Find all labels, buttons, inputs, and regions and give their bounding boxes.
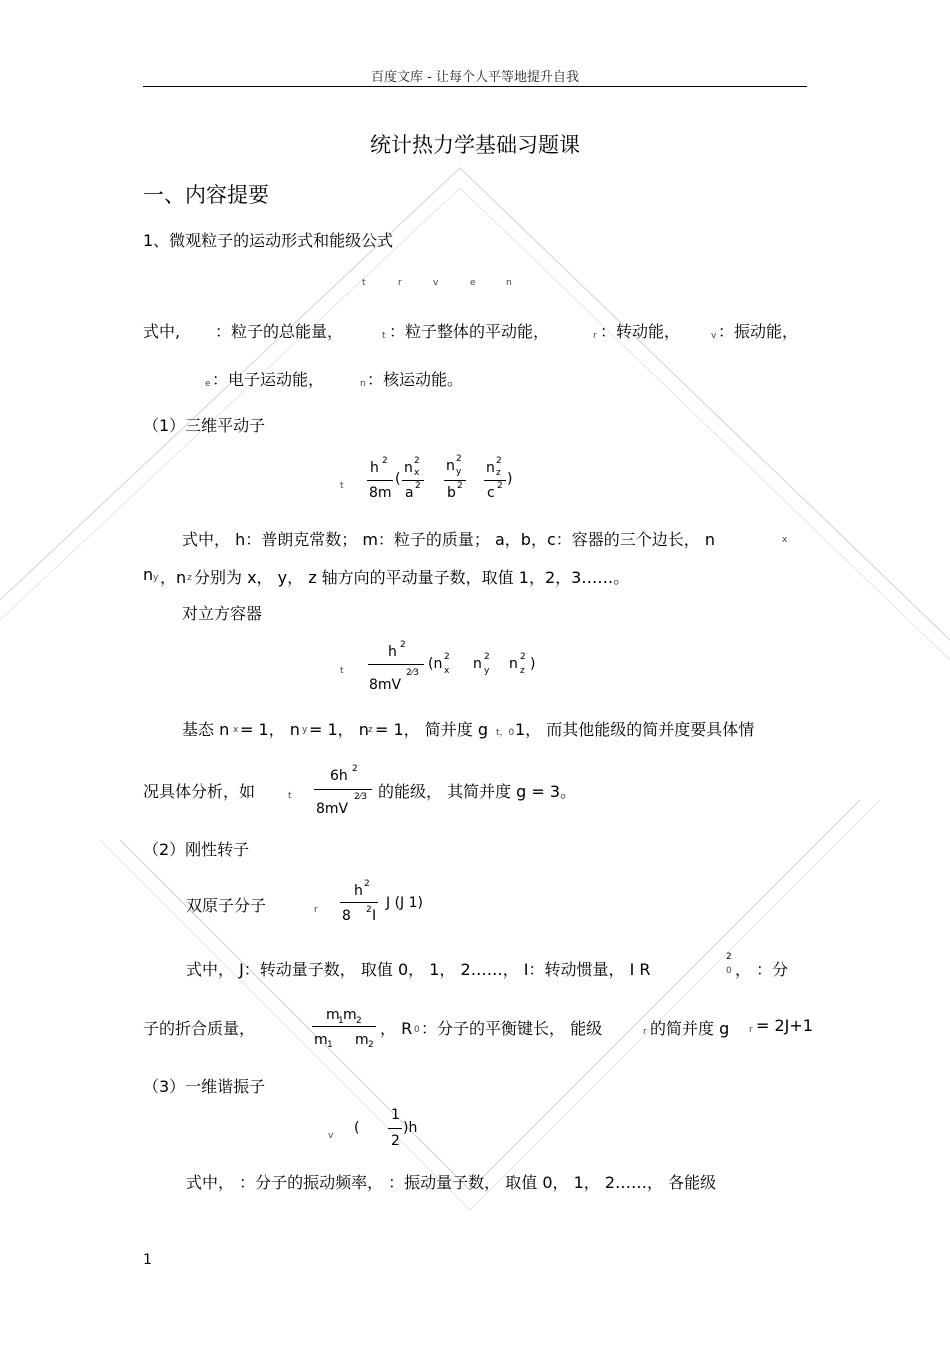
page-header: 百度文库 - 让每个人平等地提升自我 [371,70,579,85]
document-title: 统计热力学基础习题课 [370,133,580,157]
numerator-h: h [370,460,379,476]
header-rule [143,86,807,87]
reduced-mass-num: m [343,1007,357,1023]
sup: 2 [415,481,421,491]
paren: ) [507,471,513,487]
desc-line: 子的折合质量， [143,1019,256,1038]
den-c: c [487,485,495,501]
desc-line: 式中， J：转动量子数， 取值 0， 1， 2……， I：转动惯量， I R [186,960,651,979]
sub-y: y [153,573,159,583]
case-den: 8mV [316,801,349,817]
ground-state: 基态 n [182,720,230,739]
den: I [372,908,377,924]
sub-y: y [484,666,490,676]
body: (n [428,656,443,672]
fraction-bar [312,1026,376,1027]
desc-line-2: 分别为 x， y， z 轴方向的平动量子数，取值 1，2，3……。 [194,568,630,587]
sup: 2 [352,764,358,774]
sub: 2 [368,1040,374,1050]
sup: 2 [456,454,462,464]
legend-prefix: 式中, [143,322,181,341]
legend-t-sub: t [382,331,386,341]
desc-line: ， R [380,1019,413,1038]
subsection-1-heading: （1）三维平动子 [143,416,266,435]
sub: t，0 [496,728,515,738]
formula-sub-v: v [433,278,439,288]
formula-sub: v [328,1131,334,1141]
legend-e-text: ：电子运动能， [212,370,325,389]
paren: ( [395,471,401,487]
sup: 2 [520,652,526,662]
legend-t-text: ：粒子整体的平动能， [389,322,550,341]
diatomic-label: 双原子分子 [186,896,267,915]
case-text: 况具体分析，如 [143,782,256,801]
desc-line: = 2J+1 [756,1016,813,1035]
legend-r-sub: r [593,331,597,341]
exponent: 2⁄3 [406,668,419,678]
legend-v-text: ：振动能， [718,322,799,341]
sub: 1 [338,1016,344,1026]
nz: n [509,656,518,672]
half-den: 2 [391,1133,400,1149]
sup: 2 [484,652,490,662]
sup: 2 [457,481,463,491]
reduced-mass-num: m [326,1007,340,1023]
section-heading: 一、内容提要 [143,183,269,207]
desc-line: ：分子的平衡键长， 能级 [421,1019,603,1038]
ground-state: 1， 而其他能级的简并度要具体情 [515,720,755,739]
numerator-h: h [388,644,397,660]
ground-state: = 1， n [240,720,300,739]
desc-n2: ，n [160,568,187,587]
desc-line: 的简并度 g [650,1019,730,1038]
fraction-bar [367,480,393,481]
sub: 0 [414,1025,420,1035]
legend-total: ：粒子的总能量， [215,322,344,341]
subsection-2-heading: （2）刚性转子 [143,840,250,859]
formula-sub-t: t [362,278,366,288]
nz: n [486,460,495,476]
sub-z: z [520,666,525,676]
reduced-mass-den: m [314,1032,328,1048]
sub-z: z [496,468,501,478]
sub-y: y [456,467,462,477]
case-sub: t [288,791,292,801]
fraction-bar [388,1128,402,1129]
sup: 2 [364,879,370,889]
fraction-bar [368,664,424,665]
sup: 2 [400,640,406,650]
den-a: a [405,485,414,501]
sub: 2 [356,1016,362,1026]
sup: 2 [382,456,388,466]
legend-e-sub: e [205,379,211,389]
nx: n [404,460,413,476]
sub-z: z [187,573,192,583]
ny: n [446,458,455,474]
case-text: 的能级， 其简并度 g = 3。 [378,782,577,801]
legend-n-text: ：核运动能。 [367,370,464,389]
numerator-h: h [354,883,363,899]
den-b: b [447,485,456,501]
desc-line-1: 式中， h：普朗克常数； m：粒子的质量； a，b，c：容器的三个边长， n [182,530,715,549]
reduced-mass-den: m [355,1032,369,1048]
sub: 1 [327,1040,333,1050]
item-heading: 1、微观粒子的运动形式和能级公式 [143,231,394,250]
den: 8 [342,908,351,924]
page-number: 1 [143,1252,152,1268]
formula-sub: r [314,905,318,915]
sup: 2 [497,481,503,491]
paren: ) [530,656,536,672]
sup: 2 [444,652,450,662]
sub-x: x [414,468,420,478]
legend-n-sub: n [360,379,366,389]
sub-x: x [782,535,788,545]
denominator: 8mV [369,677,402,693]
ground-state: = 1， 简并度 g [375,720,489,739]
denominator-8m: 8m [369,485,392,501]
case-num: 6h [330,768,348,784]
exponent: 2⁄3 [354,792,367,802]
sup: 2 [726,952,732,962]
sub-x: x [444,666,450,676]
formula-sub-r: r [398,278,402,288]
sub: y [302,725,308,735]
legend-v-sub: v [711,331,717,341]
sub: 0 [726,966,732,976]
desc-line: 式中， ：分子的振动频率， ：振动量子数， 取值 0， 1， 2……， 各能级 [186,1173,717,1192]
legend-r-text: ：转动能， [600,322,681,341]
formula-sub: t [340,481,344,491]
formula-body: )h [403,1120,418,1136]
formula-sub: t [340,666,344,676]
desc-line: ， ：分 [735,960,789,979]
paren: ( [354,1120,360,1136]
sub: r [643,1027,647,1037]
ground-state: = 1， n [309,720,369,739]
formula-sub-e: e [470,278,476,288]
desc-n: n [143,565,154,584]
formula-sub-n: n [506,278,512,288]
fraction-bar [340,902,378,903]
sup: 2 [496,456,502,466]
cube-label: 对立方容器 [182,604,263,623]
formula-body: J (J 1) [386,895,423,911]
sup: 2 [366,905,372,915]
subsection-3-heading: （3）一维谐振子 [143,1077,266,1096]
ny: n [473,656,482,672]
sub: r [749,1025,753,1035]
sub: z [368,725,373,735]
fraction-bar [314,789,372,790]
half-num: 1 [391,1107,400,1123]
sup: 2 [414,456,420,466]
sub: x [233,725,239,735]
